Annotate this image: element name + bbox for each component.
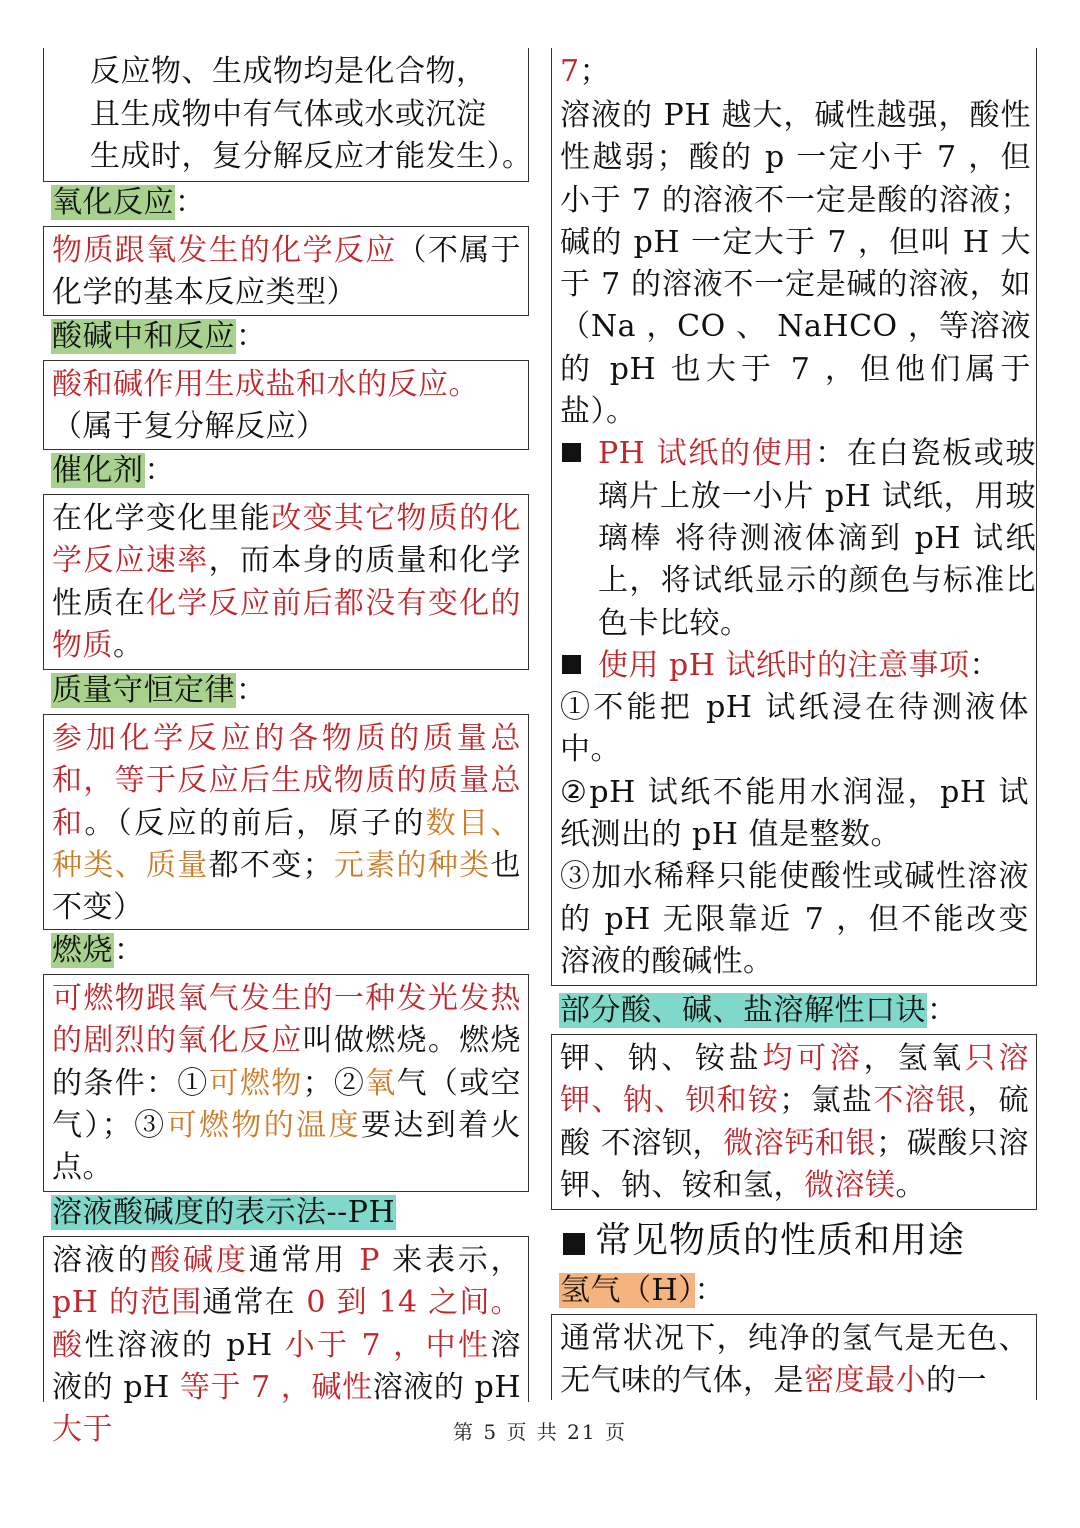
ph-continued-red: 7: [560, 54, 580, 89]
paper-use-title: PH 试纸的使用: [598, 436, 816, 472]
ph-text-5: 性溶液的 pH: [84, 1327, 285, 1363]
section-square-icon: [563, 1233, 585, 1255]
ph-red-1: 酸碱度: [150, 1243, 249, 1278]
mass-heading: 质量守恒定律: [52, 673, 235, 708]
ph-heading: 溶液酸碱度的表示法--PH: [52, 1195, 396, 1230]
section-title-row: [551, 1216, 1037, 1270]
burn-text-3: 气（或空气）；③: [52, 1065, 522, 1143]
catalyst-text-3: 。: [113, 627, 144, 663]
solubility-text-1: 钾、钠、铵盐: [560, 1041, 763, 1076]
hydrogen-heading-row: [551, 1270, 1037, 1314]
solubility-text-3: ；氯盐: [779, 1083, 874, 1119]
solubility-text-2: ，氢氧: [863, 1041, 965, 1076]
ph-red-4: 0 到 14 之间。酸: [52, 1285, 521, 1363]
solubility-heading: 部分酸、碱、盐溶解性口诀: [560, 993, 926, 1028]
ph-text-7: 溶液的 pH: [372, 1369, 521, 1405]
ph-text-6: 溶液的 pH: [52, 1327, 521, 1405]
neutral-heading-row: [43, 316, 529, 360]
burn-text-1: 叫做燃烧。燃烧的条件：①: [52, 1023, 522, 1101]
solubility-text-6: 。: [895, 1167, 926, 1203]
ph-red-6: 等于 7 ，碱性: [179, 1369, 373, 1405]
burn-red-1: 可燃物跟氧气发生的一种发光发热的剧烈的氧化反应: [52, 981, 521, 1059]
catalyst-heading: 催化剂: [52, 453, 144, 488]
hydrogen-text-1: 通常状况下，纯净的氢气是无色、无气味的气体，是: [560, 1321, 1029, 1399]
bullet-square-icon: [562, 443, 581, 462]
mass-text-2: 都不变；: [208, 847, 334, 883]
paper-use-item: [552, 433, 1036, 644]
ph-text-1: 溶液的: [52, 1243, 151, 1278]
solubility-red-2: 只溶钾、钠、钡和铵: [560, 1041, 1030, 1119]
ph-box: [43, 1236, 529, 1448]
notes-title: 使用 pH 试纸时的注意事项: [598, 647, 970, 683]
ph-red-7: 大于: [52, 1412, 113, 1448]
solubility-red-1: 均可溶: [762, 1041, 864, 1076]
catalyst-colon: ：: [144, 453, 175, 488]
neutral-box: [43, 360, 529, 450]
ph-text-2: 通常用: [248, 1243, 360, 1278]
paper-use-text: ：在白瓷板或玻璃片上放一小片 pH 试纸，用玻璃棒 将待测液体滴到 pH 试纸上，将试纸显示的颜色与标准比色卡比较。: [598, 436, 1037, 641]
catalyst-red-2: 化学反应前后都没有变化的物质: [52, 585, 522, 663]
burn-orange-2: 氧: [365, 1065, 397, 1101]
mass-heading-row: [43, 670, 529, 714]
burn-orange-1: 可燃物: [208, 1065, 303, 1101]
fragment-line-1: 反应物、生成物均是化合物，: [90, 54, 487, 89]
notes-item: [552, 645, 1036, 687]
neutral-colon: ：: [236, 319, 267, 354]
ph-red-5: 小于 7 ，中性: [284, 1327, 491, 1363]
section-title: 常见物质的性质和用途: [595, 1220, 966, 1261]
mass-red-1: 参加化学反应的各物质的质量总和，等于反应后生成物质的质量总和: [52, 721, 521, 841]
hydrogen-text-2: 的一: [926, 1363, 987, 1399]
mass-orange-1: 数目、种类、质量: [52, 805, 522, 883]
catalyst-box: [43, 494, 529, 670]
oxidation-heading-row: [43, 182, 529, 226]
solubility-red-4: 微溶钙和银: [723, 1125, 877, 1161]
catalyst-heading-row: [43, 450, 529, 494]
bullet-square-icon: [562, 655, 581, 674]
fragment-box: [43, 48, 533, 182]
mass-text-3: 也不变）: [52, 847, 522, 926]
burn-heading-row: [43, 930, 529, 974]
burn-text-2: ；②: [302, 1065, 366, 1101]
burn-text-4: 要达到着火点。: [52, 1107, 522, 1186]
page-footer: 第 5 页 共 21 页: [453, 1420, 627, 1444]
solubility-red-3: 不溶银: [873, 1083, 968, 1119]
catalyst-red-1: 改变其它物质的化学反应速率: [52, 501, 521, 579]
fragment-line-3: 生成时，复分解反应才能发生）。: [90, 139, 533, 174]
ph-rule-text: 溶液的 PH 越大，碱性越强，酸性性越弱；酸的 p 一定小于 7 ，但小于 7 的溶液不一定是酸的溶液；碱的 pH 一定大于 7 ，但叫 H 大于 7 的溶液不一定是碱的溶液，如（Na ，CO 、 NaHCO ，等溶液的 pH 也大于 7 ，但他们属于盐）。: [560, 98, 1031, 430]
solubility-red-5: 微溶镁: [804, 1167, 896, 1203]
fragment-line-2: 且生成物中有气体或水或沉淀: [90, 96, 487, 132]
left-column: [43, 48, 533, 1448]
hydrogen-red-1: 密度最小: [804, 1363, 926, 1399]
oxidation-def: 物质跟氧发生的化学反应: [52, 233, 397, 268]
mass-colon: ：: [236, 673, 267, 708]
ph-red-3: pH 的范围: [52, 1285, 203, 1321]
oxidation-heading: 氧化反应: [52, 185, 174, 220]
ph-continued-box: [551, 48, 1037, 986]
mass-text-1: 。（反应的前后，原子的: [84, 805, 426, 841]
notes-colon: ：: [969, 647, 1000, 683]
ph-heading-row: [43, 1192, 529, 1236]
solubility-colon: ：: [927, 993, 958, 1028]
hydrogen-heading: 氢气（H）: [560, 1273, 694, 1308]
oxidation-colon: ：: [175, 185, 206, 220]
note-1: ①不能把 pH 试纸浸在待测液体中。: [560, 690, 1029, 768]
burn-colon: ：: [114, 933, 145, 968]
mass-orange-2: 元素的种类: [333, 847, 491, 883]
note-3: ③加水稀释只能使酸性或碱性溶液的 pH 无限靠近 7 ，但不能改变溶液的酸碱性。: [560, 859, 1029, 979]
ph-text-4: 通常在: [202, 1285, 307, 1321]
neutral-note: （属于复分解反应）: [52, 409, 327, 445]
oxidation-box: [43, 226, 529, 316]
note-2: ②pH 试纸不能用水润湿，pH 试纸测出的 pH 值是整数。: [560, 774, 1029, 853]
solubility-text-5: ；碳酸只溶钾、钠、铵和氢，: [560, 1125, 1029, 1203]
solubility-heading-row: [551, 990, 1037, 1034]
neutral-heading: 酸碱中和反应: [52, 319, 235, 354]
burn-orange-3: 可燃物的温度: [166, 1107, 361, 1143]
mass-box: [43, 714, 529, 930]
ph-red-2: P: [359, 1243, 380, 1278]
hydrogen-box: [551, 1314, 1037, 1400]
ph-text-3: 来表示，: [379, 1243, 521, 1278]
hydrogen-colon: ：: [694, 1273, 726, 1308]
catalyst-text-1: 在化学变化里能: [52, 501, 272, 536]
catalyst-text-2: ，而本身的质量和化学性质在: [52, 543, 522, 621]
burn-box: [43, 974, 529, 1192]
burn-heading: 燃烧: [52, 933, 113, 968]
neutral-def: 酸和碱作用生成盐和水的反应。: [52, 367, 479, 402]
oxidation-note: （不属于化学的基本反应类型）: [52, 233, 522, 311]
ph-continued-sep: ；: [579, 54, 611, 89]
solubility-box: [551, 1034, 1037, 1210]
solubility-text-4: ，硫酸 不溶钡，: [560, 1083, 1030, 1161]
right-column: [551, 48, 1037, 1400]
ph-continued-first-line: [560, 51, 1029, 95]
